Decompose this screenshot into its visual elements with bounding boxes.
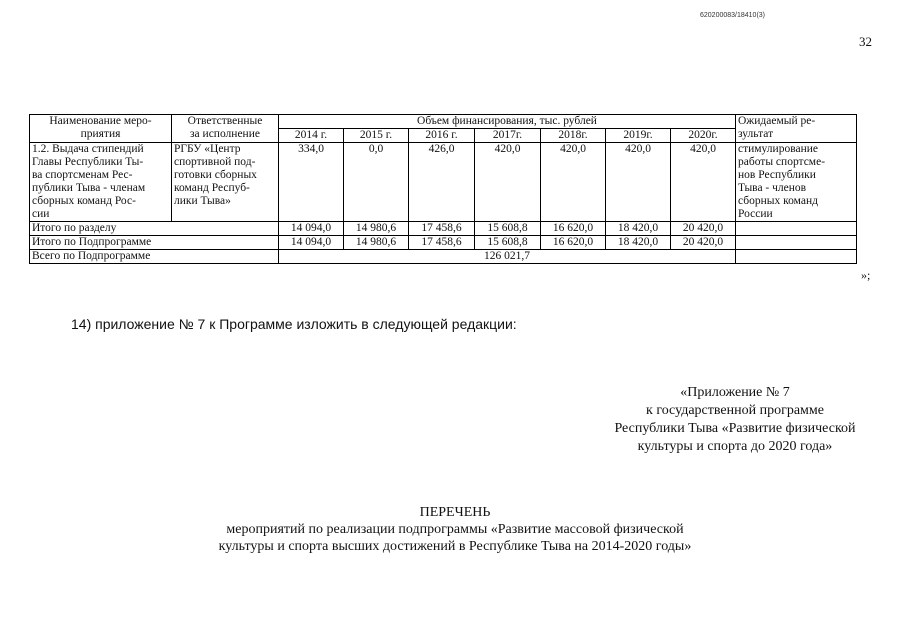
header-result: Ожидаемый ре- зультат — [736, 115, 857, 143]
year-header: 2020г. — [671, 129, 736, 143]
value-cell: 0,0 — [344, 143, 409, 222]
table-header-row — [30, 115, 857, 129]
value-cell: 16 620,0 — [541, 236, 606, 250]
value-cell: 14 980,6 — [344, 222, 409, 236]
grand-total-label: Всего по Подпрограмме — [30, 250, 279, 264]
year-header: 2016 г. — [409, 129, 475, 143]
value-cell: 18 420,0 — [606, 222, 671, 236]
page-number: 32 — [859, 34, 872, 49]
value-cell: 420,0 — [606, 143, 671, 222]
value-cell: 17 458,6 — [409, 236, 475, 250]
table-row-section-total — [30, 222, 857, 236]
amendment-paragraph: 14) приложение № 7 к Программе изложить в следующей редакции: — [71, 316, 517, 332]
row-responsible-cell: РГБУ «Центр спортивной под- готовки сборных команд Респуб- лики Тыва» — [172, 143, 279, 222]
appendix-line: Республики Тыва «Развитие физической — [614, 421, 856, 436]
subprogram-total-label: Итого по Подпрограмме — [30, 236, 279, 250]
year-header: 2015 г. — [344, 129, 409, 143]
list-heading — [160, 504, 750, 555]
value-cell: 420,0 — [475, 143, 541, 222]
value-cell: 20 420,0 — [671, 236, 736, 250]
value-cell: 14 094,0 — [279, 236, 344, 250]
heading-line: культуры и спорта высших достижений в Республике Тыва на 2014-2020 годы» — [218, 539, 692, 554]
empty-cell — [736, 222, 857, 236]
appendix-reference — [590, 384, 880, 456]
value-cell: 420,0 — [541, 143, 606, 222]
year-header: 2018г. — [541, 129, 606, 143]
section-total-label: Итого по разделу — [30, 222, 279, 236]
value-cell: 420,0 — [671, 143, 736, 222]
value-cell: 16 620,0 — [541, 222, 606, 236]
financing-table — [29, 114, 857, 264]
document-id: 620200083/18410(3) — [700, 12, 766, 19]
appendix-line: к государственной программе — [646, 403, 824, 418]
value-cell: 14 980,6 — [344, 236, 409, 250]
empty-cell — [736, 250, 857, 264]
value-cell: 426,0 — [409, 143, 475, 222]
heading-title: ПЕРЕЧЕНЬ — [419, 505, 491, 520]
value-cell: 18 420,0 — [606, 236, 671, 250]
year-header: 2014 г. — [279, 129, 344, 143]
appendix-line: «Приложение № 7 — [680, 385, 790, 400]
table-row-grand-total — [30, 250, 857, 264]
value-cell: 17 458,6 — [409, 222, 475, 236]
header-name: Наименование меро- приятия — [30, 115, 172, 143]
table-closing-mark: »; — [861, 268, 871, 282]
header-responsible: Ответственные за исполнение — [172, 115, 279, 143]
value-cell: 15 608,8 — [475, 222, 541, 236]
year-header: 2017г. — [475, 129, 541, 143]
value-cell: 334,0 — [279, 143, 344, 222]
year-header: 2019г. — [606, 129, 671, 143]
grand-total-value: 126 021,7 — [279, 250, 736, 264]
value-cell: 20 420,0 — [671, 222, 736, 236]
appendix-line: культуры и спорта до 2020 года» — [637, 439, 833, 454]
row-name-cell: 1.2. Выдача стипендий Главы Республики Ты- ва спортсменам Рес- публики Тыва - членам сборных команд Рос- сии — [30, 143, 172, 222]
heading-line: мероприятий по реализации подпрограммы «Развитие массовой физической — [226, 522, 684, 537]
row-result-cell: стимулирование работы спортсме- нов Республики Тыва - членов сборных команд России — [736, 143, 857, 222]
value-cell: 15 608,8 — [475, 236, 541, 250]
header-funding: Объем финансирования, тыс. рублей — [279, 115, 736, 129]
value-cell: 14 094,0 — [279, 222, 344, 236]
table-row — [30, 143, 857, 222]
empty-cell — [736, 236, 857, 250]
table-row-subprogram-total — [30, 236, 857, 250]
